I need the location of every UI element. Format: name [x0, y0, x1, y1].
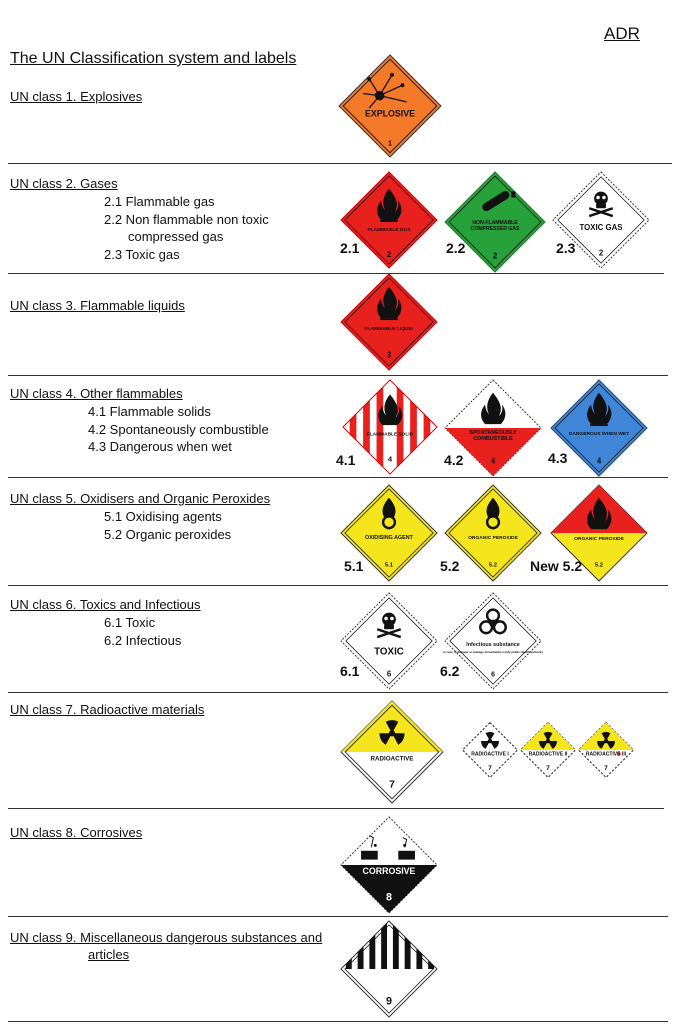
class-5-items: [104, 508, 231, 543]
svg-text:TOXIC: TOXIC: [374, 646, 404, 658]
svg-text:COMPRESSED GAS: COMPRESSED GAS: [470, 226, 520, 233]
svg-text:7: 7: [546, 765, 550, 773]
item-4-2: 4.2 Spontaneously combustible: [88, 421, 269, 437]
svg-text:ORGANIC PEROXIDE: ORGANIC PEROXIDE: [574, 536, 624, 542]
svg-text:8: 8: [386, 891, 392, 904]
item-2-1: 2.1 Flammable gas: [104, 194, 215, 209]
svg-text:FLAMMABLE LIQUID: FLAMMABLE LIQUID: [364, 326, 414, 332]
tag-6-2: 6.2: [440, 663, 460, 679]
svg-text:4: 4: [596, 456, 602, 466]
svg-text:SPONTANEOUSLY: SPONTANEOUSLY: [469, 429, 517, 436]
class-4-title: UN class 4. Other flammables: [10, 386, 183, 401]
class-9-title-cont: articles: [88, 947, 130, 962]
tag-5-2: 5.2: [440, 558, 460, 574]
radioactive-iii-label: [578, 722, 634, 778]
divider: [8, 585, 668, 586]
item-5-2: 5.2 Organic peroxides: [104, 526, 232, 542]
svg-text:RADIOACTIVE I: RADIOACTIVE I: [471, 751, 509, 758]
svg-text:RADIOACTIVE III: RADIOACTIVE III: [585, 751, 627, 758]
svg-text:TOXIC GAS: TOXIC GAS: [579, 222, 623, 232]
miscellaneous-label: [340, 920, 438, 1018]
radioactive-label: [340, 700, 444, 804]
svg-text:ORGANIC PEROXIDE: ORGANIC PEROXIDE: [468, 535, 518, 541]
item-4-1: 4.1 Flammable solids: [88, 404, 211, 419]
svg-text:2: 2: [492, 251, 498, 261]
tag-6-1: 6.1: [340, 663, 360, 679]
svg-text:5.1: 5.1: [384, 562, 394, 569]
divider: [8, 808, 664, 809]
divider: [8, 1021, 668, 1022]
svg-text:CORROSIVE: CORROSIVE: [362, 865, 416, 876]
class-6-title: UN class 6. Toxics and Infectious: [10, 597, 201, 612]
class-2-title: UN class 2. Gases: [10, 176, 118, 191]
flammable-liquid-label: [340, 273, 438, 371]
divider: [8, 477, 668, 478]
svg-text:3: 3: [386, 350, 392, 360]
svg-text:7: 7: [604, 765, 608, 773]
explosive-text: EXPLOSIVE: [364, 108, 416, 119]
svg-text:RADIOACTIVE II: RADIOACTIVE II: [528, 751, 568, 758]
label-number: 1: [387, 138, 393, 148]
divider: [8, 375, 668, 376]
svg-text:6: 6: [491, 671, 495, 679]
svg-text:4: 4: [387, 454, 393, 464]
svg-text:OXIDISING AGENT: OXIDISING AGENT: [365, 534, 413, 541]
class-7-title: UN class 7. Radioactive materials: [10, 702, 205, 717]
nonflammable-gas-label: [444, 171, 546, 273]
divider: [8, 692, 668, 693]
class-4-items: [88, 403, 269, 456]
svg-text:DANGEROUS WHEN WET: DANGEROUS WHEN WET: [568, 431, 630, 437]
class-2-items: [104, 193, 269, 263]
svg-text:2: 2: [598, 248, 604, 258]
item-6-2: 6.2 Infectious: [104, 632, 182, 648]
tag-2-2: 2.2: [446, 240, 466, 256]
svg-text:2: 2: [386, 250, 392, 260]
item-2-3: 2.3 Toxic gas: [104, 246, 180, 262]
svg-text:Infectious substance: Infectious substance: [466, 641, 520, 648]
svg-text:4: 4: [490, 456, 496, 466]
class-3-title: UN class 3. Flammable liquids: [10, 298, 185, 313]
item-2-2: 2.2 Non flammable non toxic: [104, 211, 269, 227]
class-5-title: UN class 5. Oxidisers and Organic Peroxides: [10, 491, 271, 506]
class-9-title: UN class 9. Miscellaneous dangerous substances and: [10, 930, 323, 945]
divider: [8, 273, 664, 274]
class-8-title: UN class 8. Corrosives: [10, 825, 143, 840]
divider: [8, 916, 668, 917]
explosive-label: [338, 54, 442, 158]
corrosive-label: [340, 816, 438, 914]
item-2-2-cont: compressed gas: [128, 229, 224, 244]
tag-4-2: 4.2: [444, 452, 464, 468]
svg-text:FLAMMABLE GAS: FLAMMABLE GAS: [367, 227, 411, 233]
svg-text:RADIOACTIVE: RADIOACTIVE: [370, 755, 414, 763]
svg-text:6: 6: [386, 669, 392, 679]
tag-new-5-2: New 5.2: [530, 558, 583, 574]
svg-text:COMBUSTIBLE: COMBUSTIBLE: [473, 435, 513, 442]
item-5-1: 5.1 Oxidising agents: [104, 509, 222, 524]
item-4-3: 4.3 Dangerous when wet: [88, 439, 232, 454]
svg-text:in case of damage or leakage i: in case of damage or leakage immediately notify public Health authority: [442, 649, 544, 654]
page-title: The UN Classification system and labels: [10, 50, 297, 67]
tag-4-1: 4.1: [336, 452, 356, 468]
tag-5-1: 5.1: [344, 558, 364, 574]
class-6-items: [104, 614, 181, 649]
svg-text:9: 9: [386, 995, 392, 1008]
svg-text:NON-FLAMMABLE: NON-FLAMMABLE: [472, 220, 518, 227]
svg-text:FLAMMABLE SOLID: FLAMMABLE SOLID: [366, 432, 414, 438]
radioactive-ii-label: [520, 722, 576, 778]
tag-4-3: 4.3: [548, 450, 568, 466]
svg-text:7: 7: [389, 779, 395, 791]
adr-heading: ADR: [604, 24, 640, 43]
radioactive-i-label: [462, 722, 518, 778]
flammable-solid-label: [342, 379, 438, 475]
tag-2-1: 2.1: [340, 240, 360, 256]
tag-2-3: 2.3: [556, 240, 576, 256]
class-1-title: UN class 1. Explosives: [10, 89, 143, 104]
divider: [8, 163, 672, 164]
item-6-1: 6.1 Toxic: [104, 615, 156, 630]
svg-text:5.2: 5.2: [594, 562, 604, 569]
svg-text:7: 7: [488, 765, 492, 773]
svg-text:5.2: 5.2: [488, 562, 498, 569]
